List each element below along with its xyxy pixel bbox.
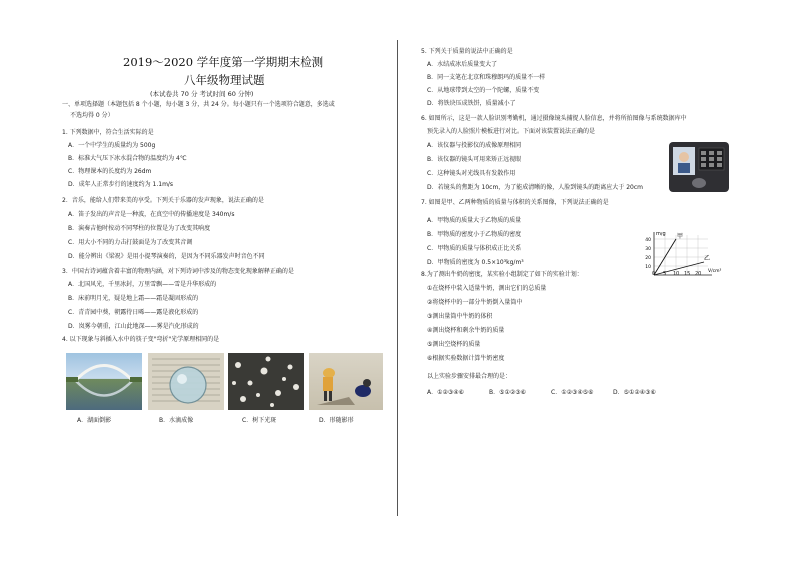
q1-option-a: A．一个中学生的质量约为 500g xyxy=(68,142,156,149)
q7-option-a: A．甲物质的质量大于乙物质的质量 xyxy=(427,217,522,224)
q8-step: ①在烧杯中装入适量牛奶，测出它们的总质量 xyxy=(427,285,547,292)
q3-option-c: C．青青园中葵，朝露待日晞——露是液化形成的 xyxy=(68,309,199,316)
x-tick-label: 0 xyxy=(652,271,656,277)
q5-option-b: B．同一支笔在北京和珠穆朗玛的质量不一样 xyxy=(427,74,546,81)
lake-reflection-photo xyxy=(66,353,142,410)
q8-step: ⑤测出空烧杯的质量 xyxy=(427,341,481,348)
caption-b: B．水滴成像 xyxy=(159,417,194,424)
q1-option-b: B．标准大气压下冰水混合物的温度约为 4℃ xyxy=(68,155,187,162)
caption-c: C．树下光斑 xyxy=(242,417,277,424)
q3-stem: 3．中国古诗词蕴含着丰富的物理内涵，对下列诗词中涉及的物态变化现象解释正确的是 xyxy=(62,268,294,275)
q8-step: ②将烧杯中的一部分牛奶倒入量筒中 xyxy=(427,299,523,306)
section-heading-cont: 不选均得 0 分） xyxy=(70,112,114,119)
q3-option-a: A．北国风光，千里冰封，万里雪飘——雪是升华形成的 xyxy=(68,281,217,288)
q3-option-b: B．床前明月光，疑是地上霜——霜是凝固形成的 xyxy=(68,295,199,302)
exam-note: (本试卷共 70 分 考试时间 60 分钟) xyxy=(150,90,254,98)
q8-option-c: C．①②③④⑤⑥ xyxy=(551,389,594,396)
q1-option-d: D．成年人正常步行的速度约为 1.1m/s xyxy=(68,181,174,188)
q8-step: ⑥根据实验数据计算牛奶密度 xyxy=(427,355,505,362)
x-tick-label: 5 xyxy=(663,271,667,277)
caption-a: A．湖面倒影 xyxy=(77,417,112,424)
section-heading: 一、单项选择题（本题包括 8 个小题，每小题 3 分，共 24 分。每小题只有一个选项符合题意，多选或 xyxy=(62,101,335,108)
x-tick-label: 15 xyxy=(684,271,691,277)
q7-option-d: D．甲物质的密度为 0.5×10³kg/m³ xyxy=(427,259,524,266)
q3-option-d: D．岚雾今朝重，江山此地深——雾是汽化形成的 xyxy=(68,323,199,330)
q2-option-b: B．演奏吉他时按动不同琴柱的位置是为了改变其响度 xyxy=(68,225,211,232)
x-tick-label: 20 xyxy=(695,271,702,277)
x-unit-label: V/cm³ xyxy=(708,269,722,274)
exam-title: 2019～2020 学年度第一学期期末检测 xyxy=(123,55,324,69)
q6-option-d: D．若镜头的焦距为 10cm，为了能成清晰的像，人脸到镜头的距离应大于 20cm xyxy=(427,184,643,191)
tree-shadow-photo xyxy=(228,353,304,410)
q5-option-c: C．从地球带到太空的一个陀螺，质量不变 xyxy=(427,87,540,94)
y-tick-label: 20 xyxy=(645,256,651,261)
q6-stem: 6. 如图所示，这是一款人脸识别考勤机，通过摄像镜头捕捉人脸信息，并将所拍图像与系统数据库中 xyxy=(421,115,687,122)
line-jia-label: 甲 xyxy=(677,233,684,240)
q7-option-b: B．甲物质的密度小于乙物质的密度 xyxy=(427,231,522,238)
caption-d: D．形随影形 xyxy=(319,417,354,424)
y-tick-label: 40 xyxy=(645,238,651,243)
y-tick-label: 10 xyxy=(645,265,651,270)
q6-stem-cont: 预先录入的人脸照片模板进行对比。下面对该装置说法正确的是 xyxy=(427,128,596,135)
q6-option-a: A．该仪器与投影仪的成像原理相同 xyxy=(427,142,522,149)
q8-option-d: D．⑤①②④③⑥ xyxy=(613,389,656,396)
q2-stem: 2．音乐，能给人们带来美的享受。下列关于乐器的发声现象，说法正确的是 xyxy=(62,197,264,204)
q2-option-c: C．用大小不同的力击打鼓面是为了改变其音调 xyxy=(68,239,193,246)
column-divider xyxy=(397,40,398,516)
attendance-machine-photo xyxy=(669,142,729,192)
x-tick-label: 10 xyxy=(673,271,680,277)
water-drop-photo xyxy=(148,353,224,410)
q7-stem: 7. 如图是甲、乙两种物质的质量与体积的关系图像，下列说法正确的是 xyxy=(421,199,609,206)
q1-stem: 1. 下列数据中，符合生活实际的是 xyxy=(62,129,154,136)
q8-option-b: B．⑤①②③⑥ xyxy=(489,389,527,396)
q8-stem: 8.为了测出牛奶的密度，某实验小组制定了如下的实验计划： xyxy=(421,271,583,278)
q5-option-d: D．将铁块压成铁饼，质量减小了 xyxy=(427,100,516,107)
q1-option-c: C．物理课本的长度约为 26dm xyxy=(68,168,152,175)
y-tick-label: 30 xyxy=(645,247,651,252)
q8-step: ③测出量筒中牛奶的体积 xyxy=(427,313,493,320)
q8-prompt: 以上实验步骤安排最合理的是： xyxy=(427,373,512,380)
line-yi-label: 乙 xyxy=(704,255,711,262)
q5-stem: 5. 下列关于质量的说法中正确的是 xyxy=(421,48,513,55)
shadow-shape-photo xyxy=(309,353,383,410)
exam-subtitle: 八年级物理试题 xyxy=(184,73,265,87)
q2-option-d: D．能分辨出《梁祝》是用小提琴演奏的，是因为不同乐器发声时音色不同 xyxy=(68,253,265,260)
q8-option-a: A．①②③④⑥ xyxy=(427,389,464,396)
q6-option-b: B．该仪器的镜头可用来矫正远视眼 xyxy=(427,156,522,163)
y-unit-label: m/g xyxy=(656,232,666,237)
q7-option-c: C．甲物质的质量与体积成正比关系 xyxy=(427,245,522,252)
q8-step: ④测出烧杯和剩余牛奶的质量 xyxy=(427,327,505,334)
q4-stem: 4. 以下现象与斜插入水中的筷子变"弯折"光学原理相同的是 xyxy=(62,336,220,343)
q5-option-a: A．水结成冰后质量变大了 xyxy=(427,61,498,68)
q2-option-a: A．笛子发出的声音是一种波，在真空中的传播速度是 340m/s xyxy=(68,211,235,218)
mass-volume-graph xyxy=(638,232,724,280)
q6-option-c: C．这种镜头对光线具有发散作用 xyxy=(427,170,516,177)
